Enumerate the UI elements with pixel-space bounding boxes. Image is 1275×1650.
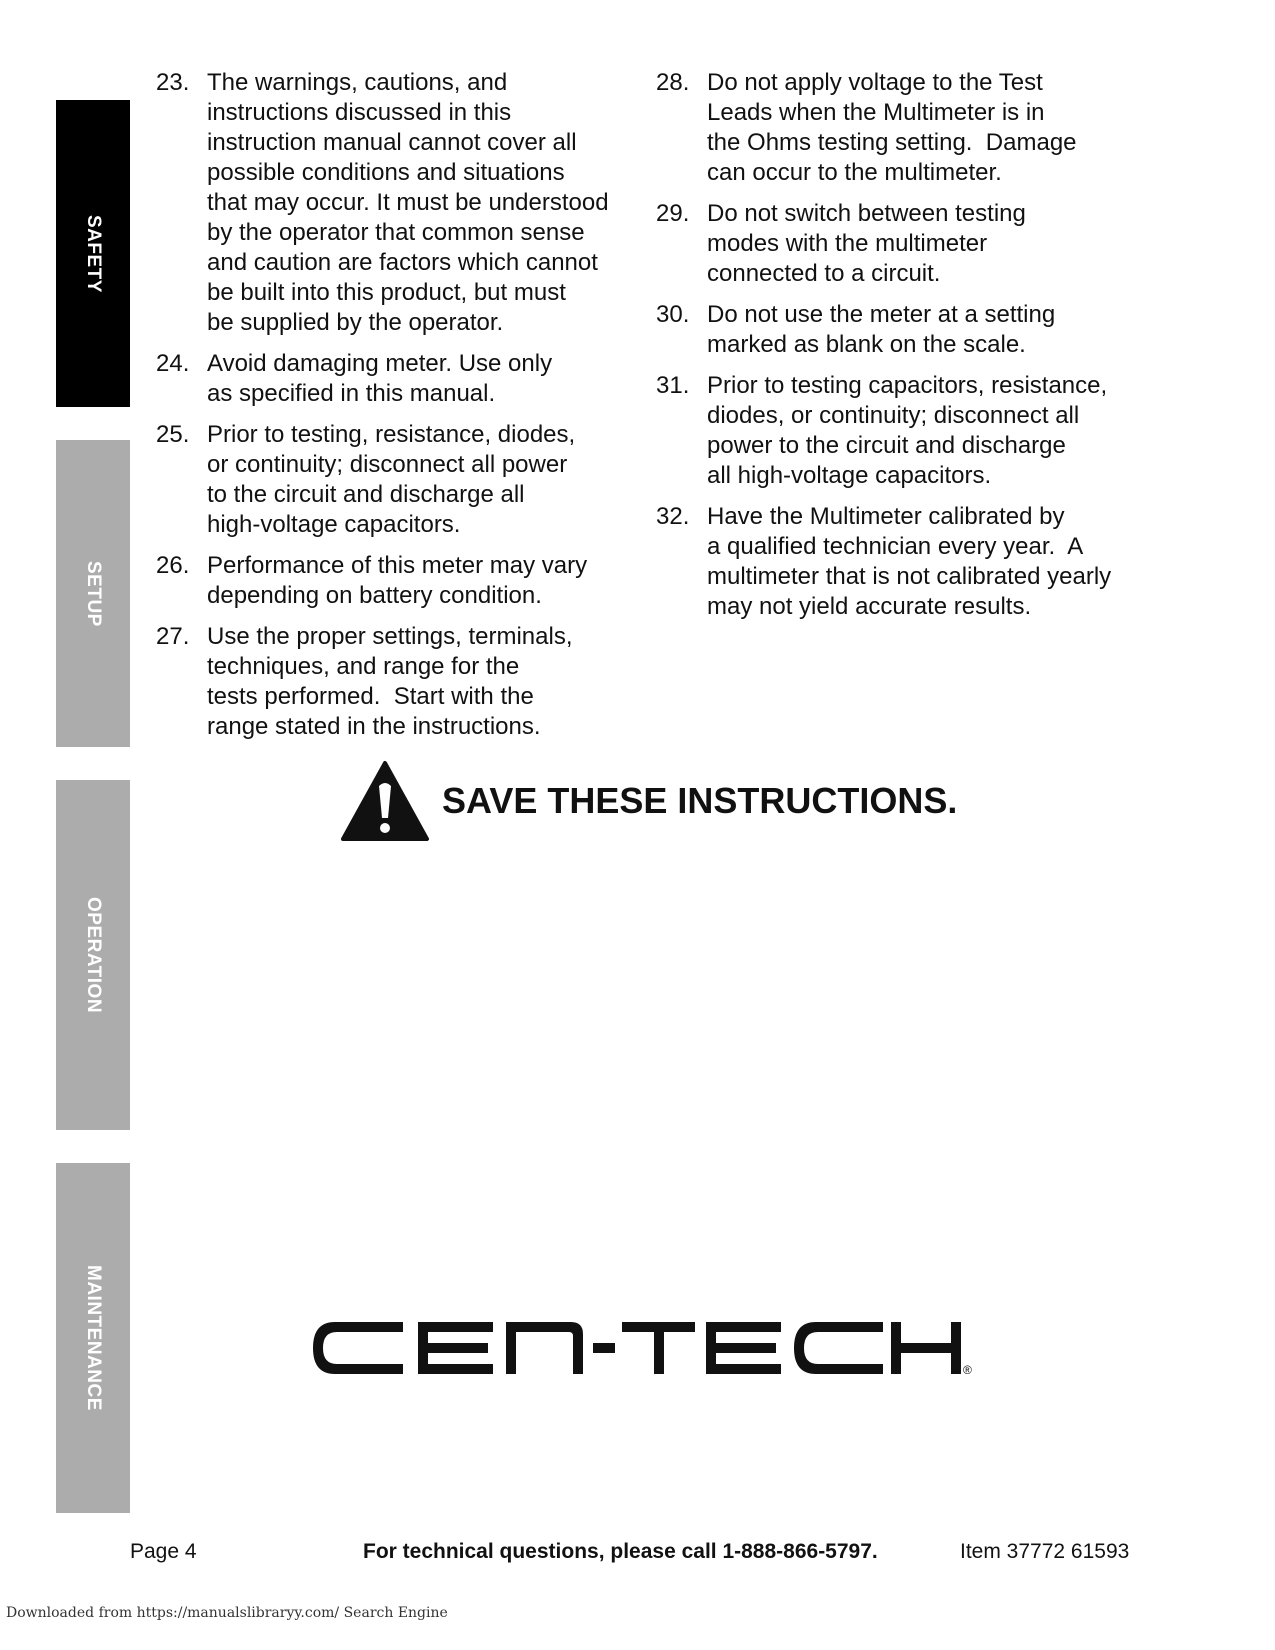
list-item: [656, 199, 1156, 289]
item-number: 29.: [656, 200, 690, 227]
footer-item-number: Item 37772 61593: [960, 1540, 1130, 1563]
list-item: [156, 68, 646, 338]
item-line: The warnings, cautions, and: [207, 69, 508, 96]
item-line: the Ohms testing setting. Damage: [707, 129, 1077, 156]
item-text: [707, 68, 1077, 188]
tab-label: SAFETY: [83, 214, 104, 293]
item-text: [207, 551, 587, 611]
item-number: 32.: [656, 503, 690, 530]
left-column: [156, 68, 646, 753]
tab-maintenance[interactable]: [56, 1163, 130, 1513]
item-line: instructions discussed in this: [207, 99, 512, 126]
item-text: [707, 371, 1107, 491]
download-note[interactable]: Downloaded from https://manualslibraryy.com/ Search Engine: [6, 1605, 448, 1621]
item-line: modes with the multimeter: [707, 230, 988, 257]
item-line: be supplied by the operator.: [207, 309, 504, 336]
tab-label: OPERATION: [83, 896, 104, 1014]
item-line: range stated in the instructions.: [207, 713, 541, 740]
list-item: [656, 300, 1156, 360]
item-line: and caution are factors which cannot: [207, 249, 598, 276]
item-line: Prior to testing, resistance, diodes,: [207, 421, 576, 448]
item-line: diodes, or continuity; disconnect all: [707, 402, 1080, 429]
item-number: 27.: [156, 623, 190, 650]
centech-logo: [313, 1322, 973, 1374]
item-line: Have the Multimeter calibrated by: [707, 503, 1065, 530]
tab-label: SETUP: [83, 560, 104, 627]
item-text: [207, 68, 609, 338]
list-item: [156, 420, 646, 540]
item-number: 28.: [656, 69, 690, 96]
item-line: or continuity; disconnect all power: [207, 451, 568, 478]
item-line: Leads when the Multimeter is in: [707, 99, 1045, 126]
list-item: [656, 371, 1156, 491]
item-line: possible conditions and situations: [207, 159, 565, 186]
item-line: Prior to testing capacitors, resistance,: [707, 372, 1108, 399]
item-text: [207, 349, 552, 409]
item-line: Do not use the meter at a setting: [707, 301, 1056, 328]
item-line: that may occur. It must be understood: [207, 189, 609, 216]
item-text: [707, 199, 1026, 289]
item-line: all high-voltage capacitors.: [707, 462, 992, 489]
item-number: 30.: [656, 301, 690, 328]
warning-triangle-icon: [340, 760, 430, 842]
item-line: Do not apply voltage to the Test: [707, 69, 1043, 96]
item-line: may not yield accurate results.: [707, 593, 1032, 620]
item-line: Do not switch between testing: [707, 200, 1026, 227]
item-line: Performance of this meter may vary: [207, 552, 588, 579]
brand-logo: [313, 1322, 973, 1379]
item-line: depending on battery condition.: [207, 582, 542, 609]
list-item: [656, 68, 1156, 188]
item-line: instruction manual cannot cover all: [207, 129, 577, 156]
save-heading-text: SAVE THESE INSTRUCTIONS.: [442, 780, 958, 821]
save-instructions-heading: [340, 755, 957, 847]
item-line: a qualified technician every year. A: [707, 533, 1084, 560]
item-number: 24.: [156, 350, 190, 377]
item-line: high-voltage capacitors.: [207, 511, 461, 538]
item-line: marked as blank on the scale.: [707, 331, 1026, 358]
right-column: [656, 68, 1156, 633]
item-line: multimeter that is not calibrated yearly: [707, 563, 1112, 590]
tab-label: MAINTENANCE: [83, 1265, 104, 1411]
item-line: be built into this product, but must: [207, 279, 566, 306]
item-line: as specified in this manual.: [207, 380, 496, 407]
list-item: [156, 622, 646, 742]
tab-operation[interactable]: [56, 780, 130, 1130]
list-item: [656, 502, 1156, 622]
registered-mark: ®: [963, 1363, 972, 1374]
item-line: can occur to the multimeter.: [707, 159, 1002, 186]
tab-setup[interactable]: [56, 440, 130, 747]
item-line: power to the circuit and discharge: [707, 432, 1066, 459]
item-text: [207, 622, 573, 742]
item-text: [707, 502, 1111, 622]
tab-safety[interactable]: [56, 100, 130, 407]
item-line: connected to a circuit.: [707, 260, 941, 287]
item-number: 31.: [656, 372, 690, 399]
list-item: [156, 551, 646, 611]
item-text: [207, 420, 575, 540]
item-line: by the operator that common sense: [207, 219, 585, 246]
item-line: Use the proper settings, terminals,: [207, 623, 573, 650]
item-number: 25.: [156, 421, 190, 448]
list-item: [156, 349, 646, 409]
footer-phone: For technical questions, please call 1-888-866-5797.: [363, 1540, 878, 1563]
item-line: Avoid damaging meter. Use only: [207, 350, 553, 377]
item-line: techniques, and range for the: [207, 653, 520, 680]
item-number: 26.: [156, 552, 190, 579]
item-line: to the circuit and discharge all: [207, 481, 525, 508]
item-number: 23.: [156, 69, 190, 96]
footer-page-number: Page 4: [130, 1540, 197, 1563]
item-text: [707, 300, 1055, 360]
item-line: tests performed. Start with the: [207, 683, 534, 710]
